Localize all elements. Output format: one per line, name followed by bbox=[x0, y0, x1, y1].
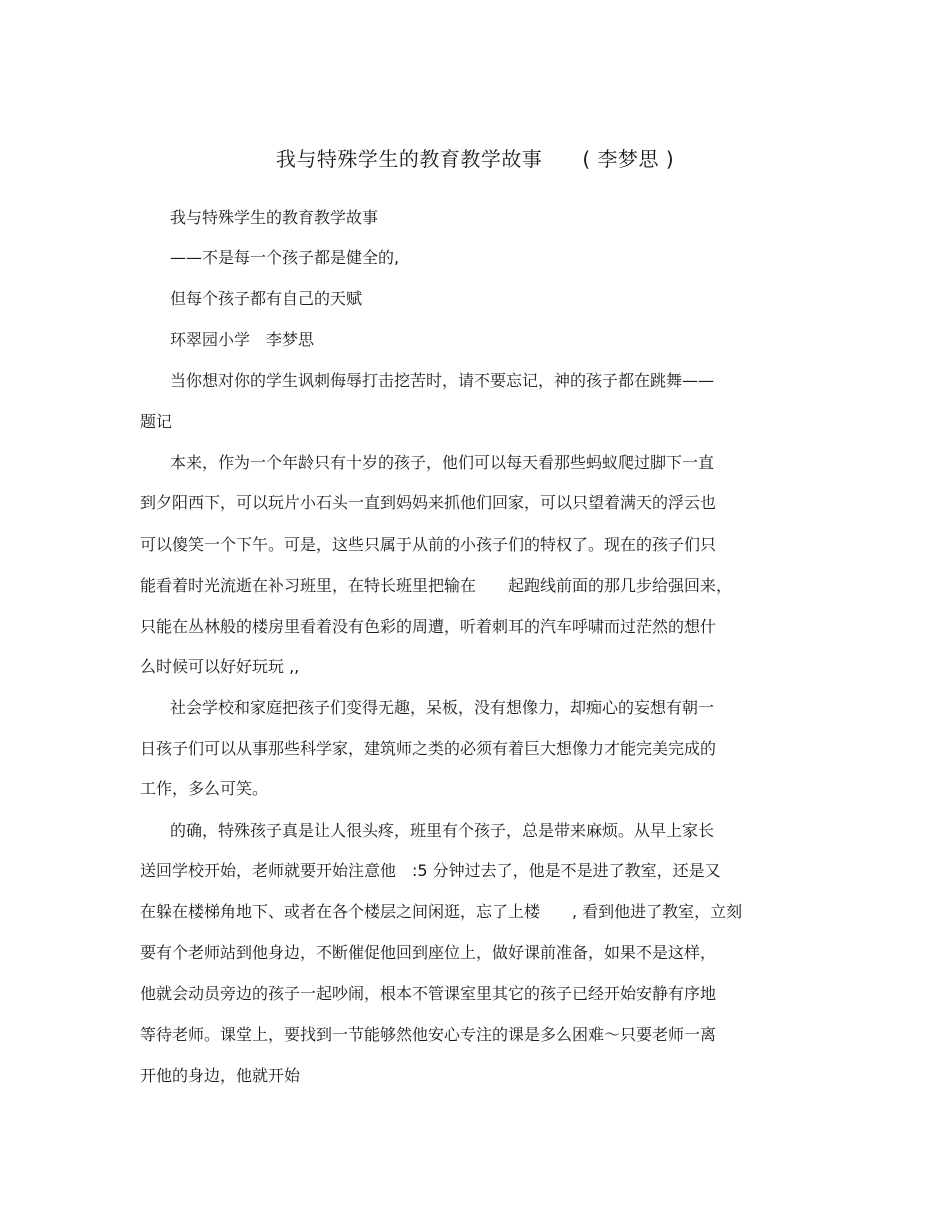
paragraph-line: 题记 bbox=[140, 412, 173, 431]
document-title bbox=[0, 143, 950, 172]
paragraph-line: 么时候可以好好玩玩 ,, bbox=[140, 657, 300, 676]
title-main: 我与特殊学生的教育教学故事 bbox=[275, 147, 543, 171]
paragraph-line: 只能在丛林般的楼房里看着没有色彩的周遭，听着刺耳的汽车呼啸而过茫然的想什 bbox=[140, 617, 717, 636]
paragraph-line: 日孩子们可以从事那些科学家，建筑师之类的必须有着巨大想像力才能完美完成的 bbox=[140, 739, 717, 758]
epigraph-line: ——不是每一个孩子都是健全的, bbox=[170, 248, 400, 267]
paragraph-line: 可以傻笑一个下午。可是，这些只属于从前的小孩子们的特权了。现在的孩子们只 bbox=[140, 535, 717, 554]
paragraph-line: 当你想对你的学生讽刺侮辱打击挖苦时，请不要忘记，神的孩子都在跳舞—— bbox=[170, 371, 715, 390]
paragraph-line: 工作，多么可笑。 bbox=[140, 779, 269, 798]
paragraph-line: 要有个老师站到他身边，不断催促他回到座位上，做好课前准备，如果不是这样， bbox=[140, 943, 717, 962]
author-line: 环翠园小学 李梦思 bbox=[170, 330, 315, 349]
paragraph-line: 等待老师。课堂上，要找到一节能够然他安心专注的课是多么困难～只要老师一离 bbox=[140, 1025, 717, 1044]
subtitle-line: 我与特殊学生的教育教学故事 bbox=[170, 208, 379, 227]
paragraph-line: 本来，作为一个年龄只有十岁的孩子，他们可以每天看那些蚂蚁爬过脚下一直 bbox=[170, 453, 715, 472]
paragraph-line: 的确，特殊孩子真是让人很头疼，班里有个孩子，总是带来麻烦。从早上家长 bbox=[170, 821, 715, 840]
paragraph-line: 能看着时光流逝在补习班里，在特长班里把输在 起跑线前面的那几步给强回来， bbox=[140, 576, 733, 595]
paragraph-line: 社会学校和家庭把孩子们变得无趣，呆板，没有想像力，却痴心的妄想有朝一 bbox=[170, 698, 715, 717]
paragraph-line: 开他的身边，他就开始 bbox=[140, 1066, 301, 1085]
title-author: ( 李梦思 ) bbox=[582, 147, 675, 171]
paragraph-line: 在躲在楼梯角地下、或者在各个楼层之间闲逛，忘了上楼 , 看到他进了教室，立刻 bbox=[140, 902, 743, 921]
paragraph-line: 到夕阳西下，可以玩片小石头一直到妈妈来抓他们回家，可以只望着满天的浮云也 bbox=[140, 493, 717, 512]
paragraph-line: 他就会动员旁边的孩子一起吵闹，根本不管课室里其它的孩子已经开始安静有序地 bbox=[140, 984, 717, 1003]
epigraph-line: 但每个孩子都有自己的天赋 bbox=[170, 289, 363, 308]
paragraph-line: 送回学校开始，老师就要开始注意他 :5 分钟过去了，他是不是进了教室，还是又 bbox=[140, 861, 721, 880]
